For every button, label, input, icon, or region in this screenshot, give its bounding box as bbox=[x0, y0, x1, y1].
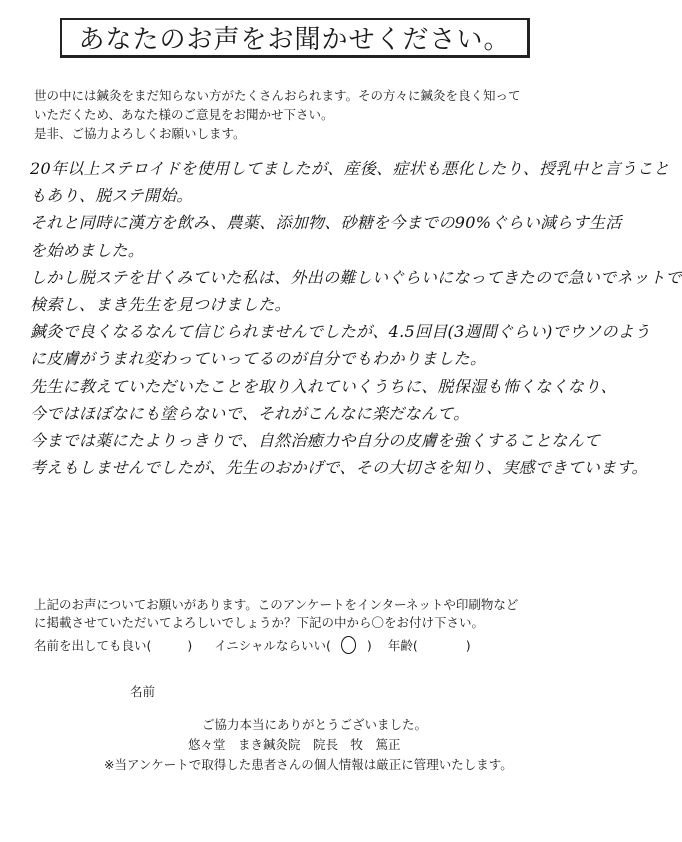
handwritten-line: しかし脱ステを甘くみていた私は、外出の難しいぐらいになってきたので急いでネットで bbox=[30, 267, 682, 287]
consent-option-label: イニシャルならいい( bbox=[214, 638, 331, 653]
page-title: あなたのお声をお聞かせください。 bbox=[78, 25, 511, 55]
handwritten-line: を始めました。 bbox=[30, 240, 145, 260]
paren-close: ) bbox=[465, 637, 471, 653]
handwritten-line: 鍼灸で良くなるなんて信じられませんでしたが、4.5回目(3週間ぐらい)でウソのよう bbox=[30, 322, 651, 342]
request-line: 上記のお声についてお願いがあります。このアンケートをインターネットや印刷物など bbox=[34, 597, 519, 612]
consent-option-label: 名前を出しても良い( bbox=[34, 638, 152, 653]
handwritten-comment bbox=[30, 155, 682, 481]
handwritten-line: 検索し、まき先生を見つけました。 bbox=[30, 294, 291, 314]
intro-line: 是非、ご協力よろしくお願いします。 bbox=[34, 126, 246, 141]
handwritten-line: 先生に教えていただいたことを取り入れていくうちに、脱保湿も怖くなくなり、 bbox=[30, 376, 617, 396]
handwritten-line: 今ではほぼなにも塗らないで、それがこんなに楽だなんて。 bbox=[30, 403, 470, 423]
title-box bbox=[60, 18, 530, 58]
intro-line: いただくため、あなた様のご意見をお聞かせ下さい。 bbox=[34, 107, 334, 122]
paren-close: ) bbox=[366, 637, 372, 653]
footer bbox=[0, 715, 600, 775]
circle-mark-icon bbox=[341, 636, 356, 654]
privacy-notice: ※当アンケートで取得した患者さんの個人情報は厳正に管理いたします。 bbox=[104, 757, 513, 772]
consent-options bbox=[34, 636, 471, 654]
handwritten-line: 考えもしませんでしたが、先生のおかげで、その大切さを知り、実感できています。 bbox=[30, 458, 648, 478]
request-line: に掲載させていただいてよろしいでしょうか？下記の中から〇をお付け下さい。 bbox=[34, 615, 485, 630]
handwritten-line: それと同時に漢方を飲み、農薬、添加物、砂糖を今までの90%ぐらい減らす生活 bbox=[30, 213, 622, 233]
handwritten-line: に皮膚がうまれ変わっていってるのが自分でもわかりました。 bbox=[30, 349, 487, 369]
publication-request bbox=[34, 596, 584, 632]
clinic-signature: 悠々堂 まき鍼灸院 院長 牧 篤正 bbox=[188, 737, 401, 752]
handwritten-line: 今までは薬にたよりっきりで、自然治癒力や自分の皮膚を強くすることなんて bbox=[30, 430, 601, 450]
name-field-label: 名前 bbox=[130, 684, 156, 699]
age-field[interactable] bbox=[388, 636, 471, 654]
consent-option-full-name[interactable] bbox=[34, 636, 192, 654]
handwritten-line: もあり、脱ステ開始。 bbox=[30, 186, 193, 206]
intro-text bbox=[34, 86, 584, 143]
paren-close: ) bbox=[187, 637, 193, 653]
consent-selected-slot bbox=[331, 636, 367, 654]
thanks-text: ご協力本当にありがとうございました。 bbox=[202, 717, 428, 732]
handwritten-line: 20年以上ステロイドを使用してましたが、産後、症状も悪化したり、授乳中と言うこと bbox=[30, 159, 670, 178]
consent-option-initials[interactable] bbox=[214, 636, 372, 654]
intro-line: 世の中には鍼灸をまだ知らない方がたくさんおられます。その方々に鍼灸を良く知って bbox=[34, 88, 521, 103]
age-label: 年齢( bbox=[387, 638, 418, 653]
